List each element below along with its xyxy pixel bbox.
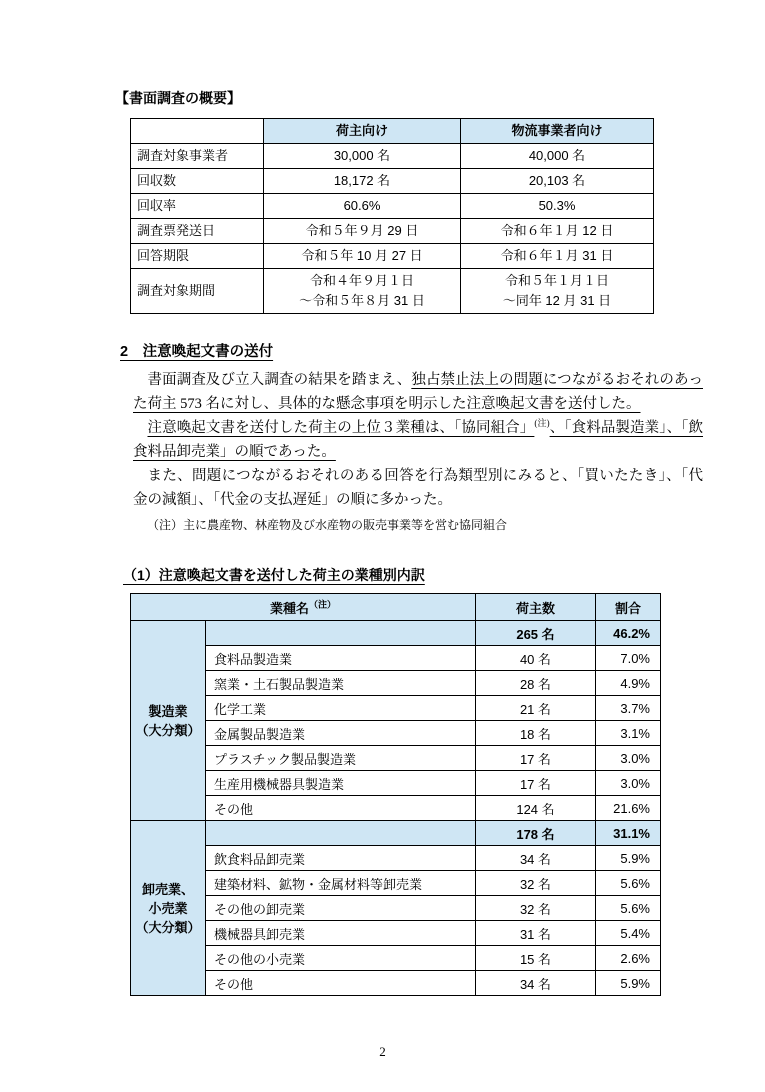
col-header-count: 荷主数 <box>476 594 596 621</box>
paragraph-1 <box>133 368 703 416</box>
table-row <box>131 194 654 219</box>
industry-ratio: 7.0% <box>596 646 661 671</box>
col-header-logistics: 物流事業者向け <box>461 119 654 144</box>
table-row <box>131 921 661 946</box>
shipper-value: 60.6% <box>264 194 461 219</box>
table-row <box>131 696 661 721</box>
table-row <box>131 721 661 746</box>
table-row <box>131 746 661 771</box>
table-row <box>131 646 661 671</box>
row-label: 回答期限 <box>131 244 264 269</box>
logistics-value <box>461 269 654 314</box>
corner-cell <box>131 119 264 144</box>
industry-count: 17 名 <box>476 771 596 796</box>
header-row <box>131 594 661 621</box>
logistics-value: 20,103 名 <box>461 169 654 194</box>
section-2-1-heading: （1）注意喚起文書を送付した荷主の業種別内訳 <box>123 567 425 583</box>
table-row <box>131 244 654 269</box>
industry-count: 32 名 <box>476 896 596 921</box>
shipper-value <box>264 269 461 314</box>
group-summary-row <box>131 621 661 646</box>
note-reference: (注) <box>534 418 550 429</box>
industry-name: その他の卸売業 <box>206 896 476 921</box>
industry-ratio: 4.9% <box>596 671 661 696</box>
group-label-line: 製造業 <box>148 703 188 719</box>
row-label: 調査対象期間 <box>131 269 264 314</box>
row-label: 調査票発送日 <box>131 219 264 244</box>
col-header-ratio: 割合 <box>596 594 661 621</box>
group-label-line: 小売業 <box>148 900 188 916</box>
industry-breakdown-table <box>130 593 661 996</box>
group-label-line: （大分類） <box>135 919 201 935</box>
logistics-value: 50.3% <box>461 194 654 219</box>
paragraph-3: また、問題につながるおそれのある回答を行為類型別にみると、「買いたたき」、「代金の減額」、「代金の支払遅延」の順に多かった。 <box>133 468 703 508</box>
industry-name-empty <box>206 621 476 646</box>
industry-ratio: 2.6% <box>596 946 661 971</box>
industry-name: プラスチック製品製造業 <box>206 746 476 771</box>
group-total-count: 178 名 <box>476 821 596 846</box>
col-header-industry <box>131 594 476 621</box>
period-line-1: 令和５年１月１日 <box>504 273 609 288</box>
table-row <box>131 796 661 821</box>
industry-count: 15 名 <box>476 946 596 971</box>
section-2-heading: 2 注意喚起文書の送付 <box>120 344 274 360</box>
industry-name: 生産用機械器具製造業 <box>206 771 476 796</box>
paragraph-2-underlined-b: 、「食料品製造業」、「飲食料品卸売業」の順であった。 <box>133 420 704 460</box>
group-label-manufacturing <box>131 621 206 821</box>
industry-count: 40 名 <box>476 646 596 671</box>
industry-name-empty <box>206 821 476 846</box>
shipper-value: 令和５年９月 29 日 <box>264 219 461 244</box>
industry-ratio: 5.9% <box>596 971 661 996</box>
table-row <box>131 269 654 314</box>
industry-name: 機械器具卸売業 <box>206 921 476 946</box>
industry-count: 31 名 <box>476 921 596 946</box>
industry-name: 食料品製造業 <box>206 646 476 671</box>
logistics-value: 40,000 名 <box>461 144 654 169</box>
industry-name: その他 <box>206 796 476 821</box>
overview-title: 【書面調査の概要】 <box>115 90 241 106</box>
table-row <box>131 169 654 194</box>
industry-count: 124 名 <box>476 796 596 821</box>
shipper-value: 令和５年 10 月 27 日 <box>264 244 461 269</box>
col-header-industry-note: （注） <box>309 599 337 610</box>
period-line-2: ～同年 12 月 31 日 <box>502 293 612 308</box>
industry-ratio: 3.7% <box>596 696 661 721</box>
period-line-2: ～令和５年８月 31 日 <box>299 293 425 308</box>
shipper-value: 30,000 名 <box>264 144 461 169</box>
col-header-industry-label: 業種名 <box>269 600 309 616</box>
group-summary-row <box>131 821 661 846</box>
industry-count: 34 名 <box>476 971 596 996</box>
group-label-line: （大分類） <box>135 722 201 738</box>
table-row <box>131 671 661 696</box>
industry-name: 窯業・土石製品製造業 <box>206 671 476 696</box>
industry-ratio: 3.0% <box>596 771 661 796</box>
logistics-value: 令和６年１月 12 日 <box>461 219 654 244</box>
col-header-shipper: 荷主向け <box>264 119 461 144</box>
industry-name: その他の小売業 <box>206 946 476 971</box>
industry-count: 21 名 <box>476 696 596 721</box>
industry-ratio: 21.6% <box>596 796 661 821</box>
group-total-count: 265 名 <box>476 621 596 646</box>
group-total-ratio: 31.1% <box>596 821 661 846</box>
row-label: 回収数 <box>131 169 264 194</box>
table-row <box>131 971 661 996</box>
industry-ratio: 5.4% <box>596 921 661 946</box>
industry-ratio: 5.6% <box>596 896 661 921</box>
table-row <box>131 771 661 796</box>
industry-count: 28 名 <box>476 671 596 696</box>
table-row <box>131 219 654 244</box>
industry-count: 18 名 <box>476 721 596 746</box>
logistics-value: 令和６年１月 31 日 <box>461 244 654 269</box>
industry-ratio: 5.9% <box>596 846 661 871</box>
industry-name: その他 <box>206 971 476 996</box>
table-row <box>131 896 661 921</box>
industry-name: 建築材料、鉱物・金属材料等卸売業 <box>206 871 476 896</box>
industry-name: 飲食料品卸売業 <box>206 846 476 871</box>
row-label: 回収率 <box>131 194 264 219</box>
industry-name: 金属製品製造業 <box>206 721 476 746</box>
survey-overview-table <box>130 118 654 314</box>
paragraph-1-underlined: 独占禁止法上の問題につながるおそれのあった荷主 573 名に対し、具体的な懸念事項を明示した注意喚起文書を送付した。 <box>133 372 703 412</box>
page-number: 2 <box>379 1044 386 1059</box>
group-label-wholesale-retail <box>131 821 206 996</box>
industry-count: 34 名 <box>476 846 596 871</box>
industry-ratio: 3.0% <box>596 746 661 771</box>
table-row <box>131 144 654 169</box>
group-label-line: 卸売業、 <box>141 881 194 897</box>
paragraph-2-underlined-a: 注意喚起文書を送付した荷主の上位３業種は、「協同組合」 <box>147 420 535 436</box>
industry-ratio: 3.1% <box>596 721 661 746</box>
group-total-ratio: 46.2% <box>596 621 661 646</box>
industry-name: 化学工業 <box>206 696 476 721</box>
paragraph-2 <box>133 416 703 464</box>
shipper-value: 18,172 名 <box>264 169 461 194</box>
industry-count: 17 名 <box>476 746 596 771</box>
period-line-1: 令和４年９月１日 <box>309 273 414 288</box>
table-row <box>131 871 661 896</box>
footnote: （注）主に農産物、林産物及び水産物の販売事業等を営む協同組合 <box>147 518 508 532</box>
table-row <box>131 846 661 871</box>
paragraph-1-normal: 書面調査及び立入調査の結果を踏まえ、 <box>147 372 412 388</box>
table-row <box>131 946 661 971</box>
row-label: 調査対象事業者 <box>131 144 264 169</box>
industry-count: 32 名 <box>476 871 596 896</box>
header-row <box>131 119 654 144</box>
industry-ratio: 5.6% <box>596 871 661 896</box>
